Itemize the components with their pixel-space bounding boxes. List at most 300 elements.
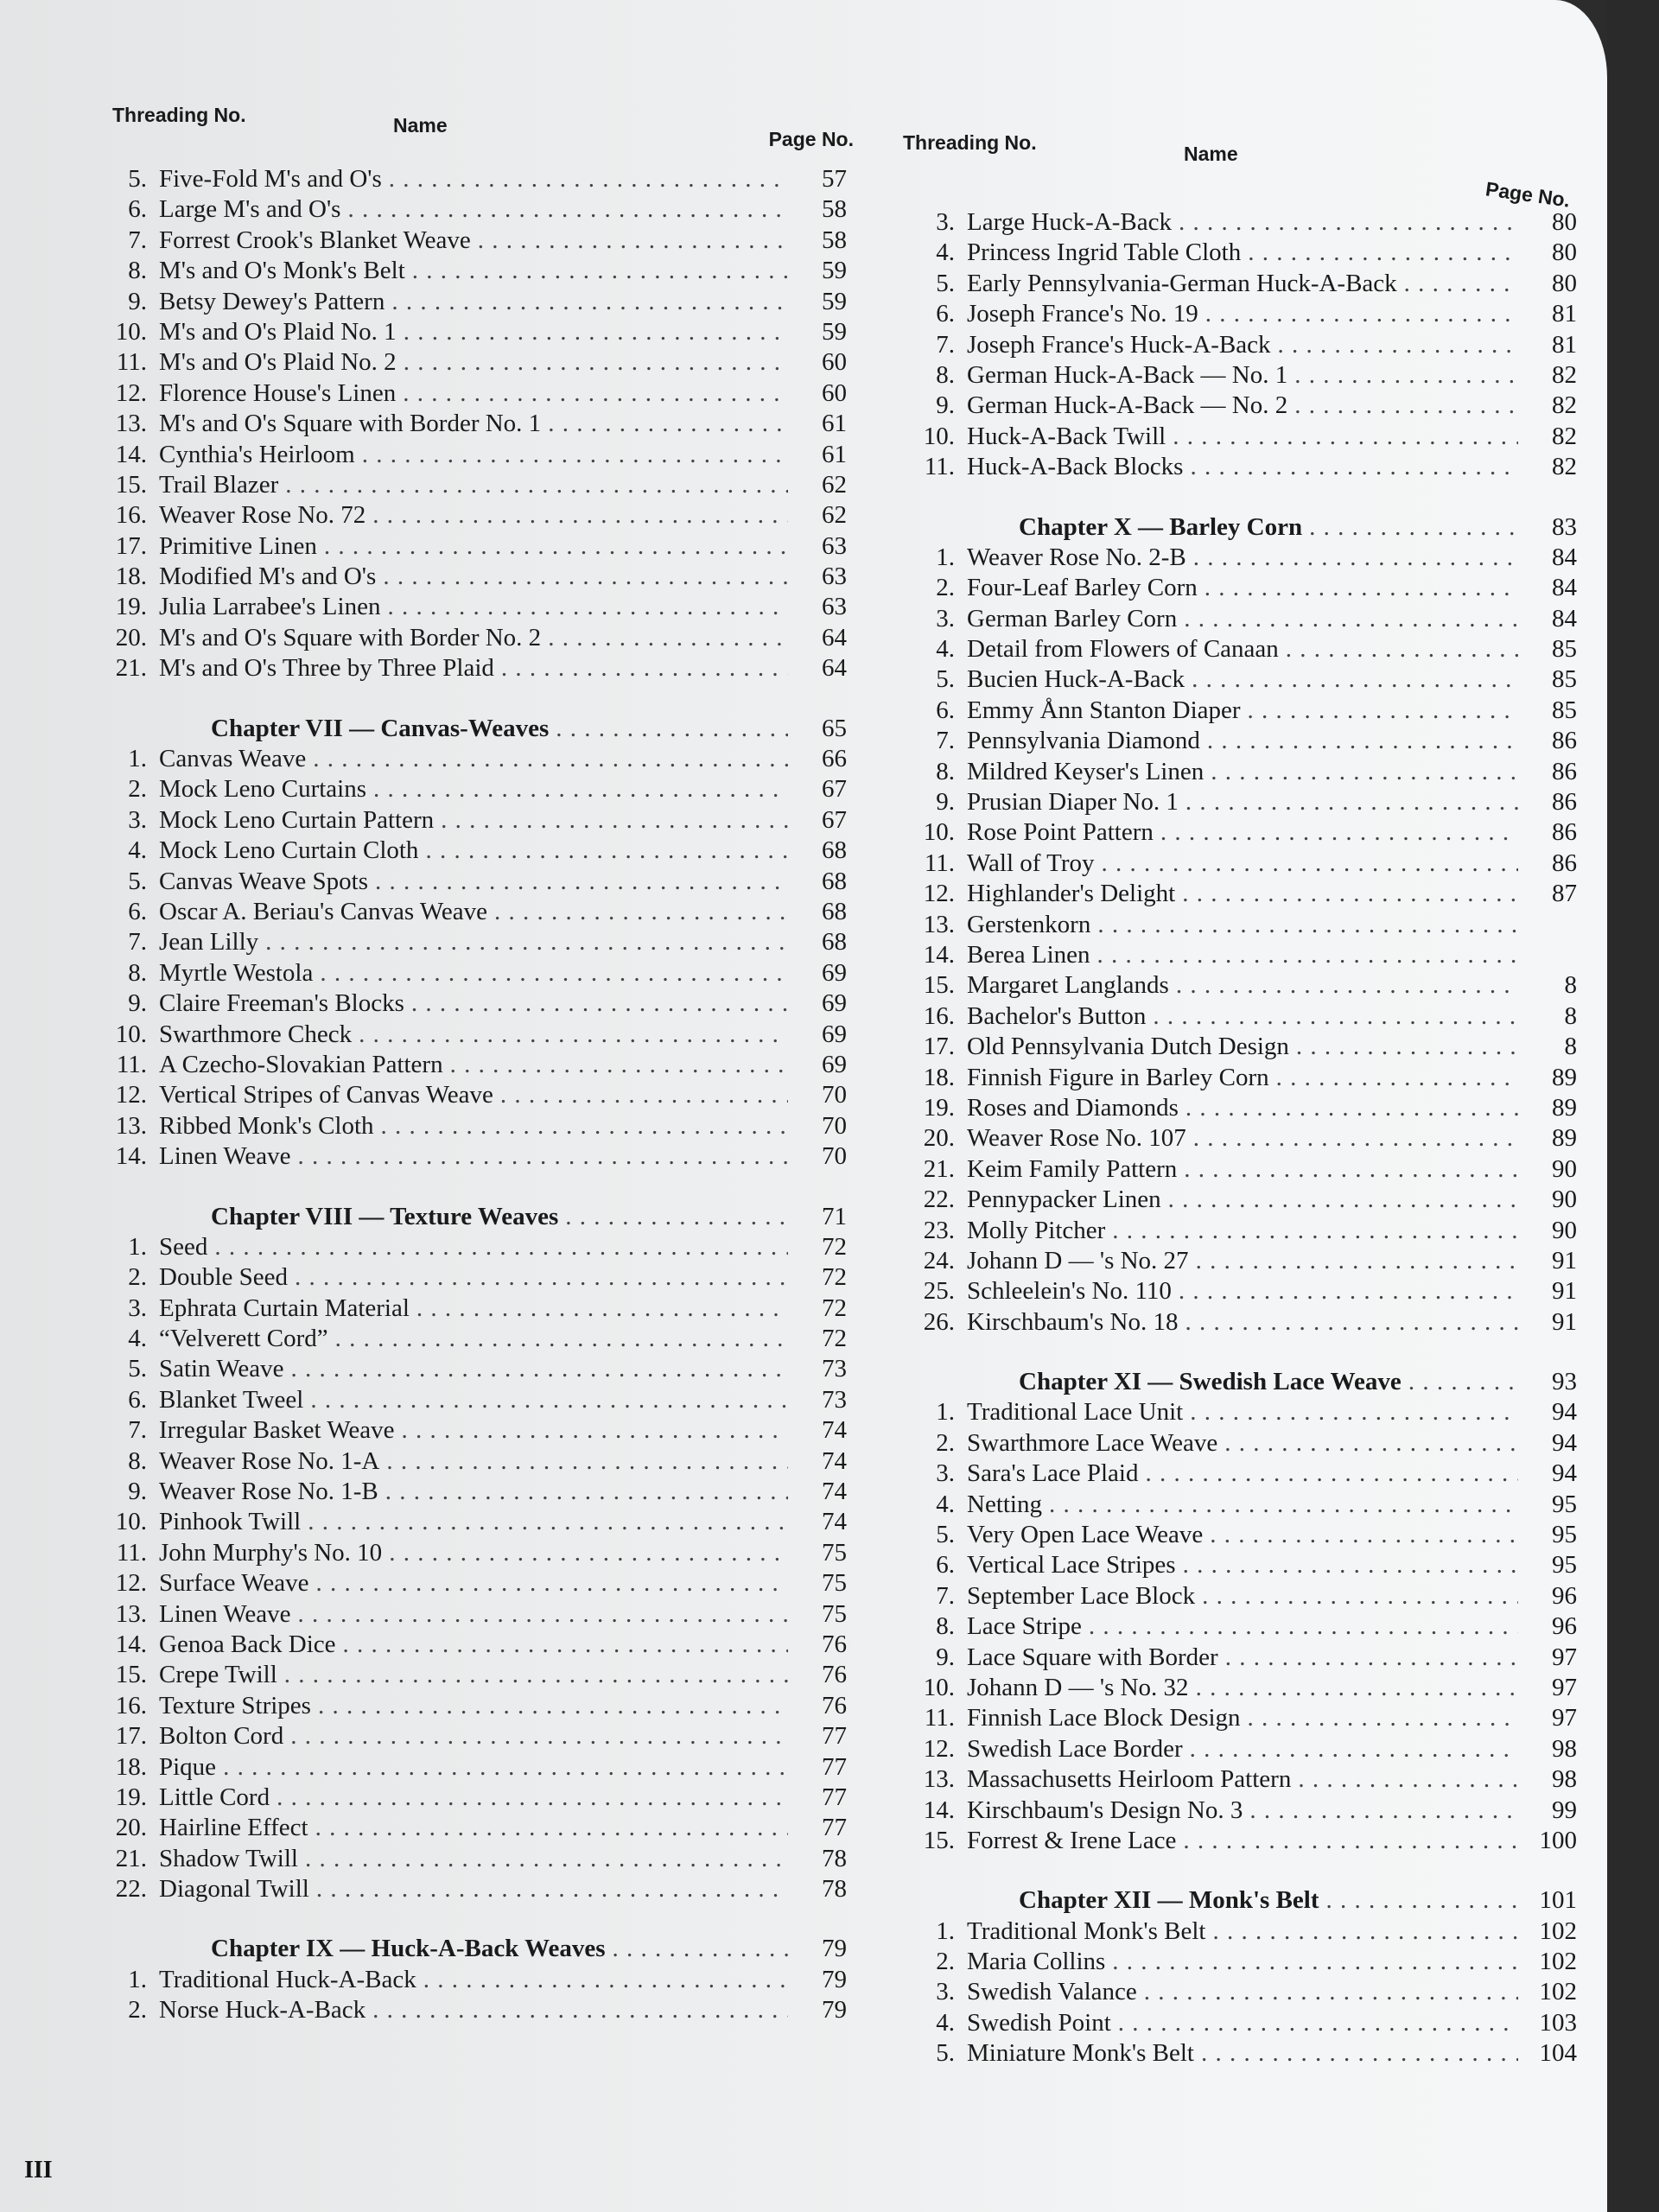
threading-number: 16. — [115, 1691, 147, 1719]
threading-number: 1. — [128, 745, 147, 773]
pattern-name: John Murphy's No. 10 — [159, 1538, 383, 1567]
pattern-name: Florence House's Linen — [159, 378, 397, 407]
threading-number: 14. — [115, 440, 147, 468]
page-number-cell: 104 — [1539, 2039, 1577, 2068]
threading-number: 18. — [115, 563, 147, 591]
chapter-heading — [86, 714, 847, 744]
name-header: Name — [1184, 143, 1238, 165]
toc-entry — [86, 1020, 847, 1050]
dot-leader — [1211, 757, 1518, 787]
toc-entry — [894, 452, 1577, 482]
threading-number: 1. — [936, 543, 955, 571]
page-number-cell: 86 — [1552, 849, 1577, 877]
column-header — [894, 104, 1577, 212]
toc-entry — [86, 958, 847, 988]
threading-number: 3. — [936, 1459, 955, 1488]
threading-number: 21. — [115, 1844, 147, 1872]
dot-leader — [315, 1568, 788, 1599]
toc-entry — [894, 269, 1577, 299]
dot-leader — [1097, 910, 1518, 940]
pattern-name: Myrtle Westola — [159, 958, 314, 987]
page-number-cell: 70 — [822, 1081, 847, 1109]
page-number-cell: 63 — [822, 531, 847, 560]
pattern-name: Five-Fold M's and O's — [159, 165, 382, 193]
pattern-name: Four-Leaf Barley Corn — [967, 574, 1198, 602]
dot-leader — [1286, 634, 1518, 664]
pattern-name: Betsy Dewey's Pattern — [159, 287, 385, 315]
threading-number: 2. — [936, 1948, 955, 1976]
toc-entry — [894, 1459, 1577, 1489]
threading-number: 14. — [115, 1630, 147, 1658]
page-number-cell: 93 — [1552, 1368, 1577, 1396]
threading-number: 8. — [936, 757, 955, 785]
page-number-cell: 81 — [1552, 300, 1577, 328]
dot-leader — [565, 1202, 788, 1232]
toc-entry — [894, 1123, 1577, 1154]
toc-entry — [86, 440, 847, 470]
threading-number: 11. — [924, 1704, 955, 1732]
pattern-name: Norse Huck-A-Back — [159, 1996, 366, 2024]
page-number-cell: 67 — [822, 805, 847, 834]
pattern-name: Traditional Lace Unit — [967, 1398, 1184, 1427]
threading-number: 19. — [115, 1783, 147, 1811]
dot-leader — [402, 1415, 789, 1446]
toc-entry — [894, 1001, 1577, 1032]
toc-entry — [894, 422, 1577, 452]
page-number-cell: 97 — [1552, 1704, 1577, 1732]
toc-entry — [86, 1324, 847, 1354]
page-number-cell: 82 — [1552, 391, 1577, 420]
threading-number: 13. — [115, 1599, 147, 1628]
page-number-cell: 86 — [1552, 818, 1577, 847]
dot-leader — [1276, 1063, 1518, 1093]
toc-entry — [86, 744, 847, 774]
threading-number: 7. — [128, 1416, 147, 1445]
dot-leader — [1160, 817, 1518, 848]
toc-entry — [86, 1538, 847, 1568]
pattern-name: Emmy Ånn Stanton Diaper — [967, 696, 1241, 724]
chapter-heading — [894, 512, 1577, 543]
pattern-name: Molly Pitcher — [967, 1216, 1106, 1244]
toc-entry — [86, 1354, 847, 1384]
dot-leader — [1097, 940, 1518, 970]
threading-number: 16. — [923, 1001, 955, 1030]
pattern-name: Early Pennsylvania-German Huck-A-Back — [967, 269, 1397, 297]
page-number-cell: 68 — [822, 836, 847, 865]
toc-entry — [86, 592, 847, 622]
toc-entry — [86, 409, 847, 439]
toc-entry — [86, 623, 847, 653]
threading-number: 8. — [128, 958, 147, 987]
pattern-name: Jean Lilly — [159, 928, 259, 957]
dot-leader — [310, 1385, 788, 1415]
toc-right-column — [894, 104, 1577, 2069]
threading-number: 2. — [128, 1263, 147, 1292]
dot-leader — [335, 1324, 788, 1354]
page-number-cell: 90 — [1552, 1216, 1577, 1244]
dot-leader — [1278, 330, 1518, 360]
dot-leader — [1190, 452, 1518, 482]
toc-entry — [86, 1507, 847, 1537]
toc-entry — [86, 317, 847, 347]
threading-number: 10. — [923, 1673, 955, 1701]
threading-number: 5. — [128, 867, 147, 895]
threading-number: 12. — [923, 1734, 955, 1763]
pattern-name: Modified M's and O's — [159, 563, 377, 591]
page-number-cell: 91 — [1552, 1246, 1577, 1274]
dot-leader — [1102, 849, 1518, 879]
page-number-cell: 73 — [822, 1355, 847, 1383]
toc-entry — [894, 1246, 1577, 1276]
threading-number: 7. — [936, 727, 955, 755]
toc-entry — [894, 543, 1577, 573]
threading-number: 3. — [128, 805, 147, 834]
threading-number: 4. — [936, 1490, 955, 1518]
toc-entry — [894, 1703, 1577, 1733]
page-number-cell: 85 — [1552, 635, 1577, 664]
dot-leader — [276, 1783, 788, 1813]
toc-entry — [86, 1630, 847, 1660]
dot-leader — [1248, 238, 1518, 268]
page-number-cell: 80 — [1552, 269, 1577, 297]
page-number-cell: 79 — [822, 1965, 847, 1993]
dot-leader — [298, 1141, 788, 1172]
toc-entry — [894, 970, 1577, 1001]
toc-entry — [894, 1673, 1577, 1703]
chapter-title: Chapter X — Barley Corn — [1019, 512, 1303, 541]
threading-number: 9. — [936, 391, 955, 420]
dot-leader — [1168, 1185, 1518, 1215]
pattern-name: Swarthmore Lace Weave — [967, 1428, 1218, 1457]
page-number-cell: 78 — [822, 1875, 847, 1904]
page-number-cell: 86 — [1552, 788, 1577, 817]
threading-number: 14. — [923, 1796, 955, 1824]
pattern-name: Schleelein's No. 110 — [967, 1277, 1172, 1306]
page-number-cell: 8 — [1564, 1001, 1577, 1030]
threading-number: 12. — [115, 1569, 147, 1598]
dot-leader — [284, 1660, 788, 1690]
page-number-cell: 73 — [822, 1385, 847, 1414]
threading-number: 19. — [923, 1093, 955, 1122]
page-number-cell: 96 — [1552, 1612, 1577, 1641]
threading-number: 2. — [936, 574, 955, 602]
page-number-cell: 74 — [822, 1416, 847, 1445]
toc-entry — [894, 1185, 1577, 1215]
toc-entry — [86, 867, 847, 897]
threading-number: 3. — [936, 208, 955, 236]
page-number-cell: 91 — [1552, 1277, 1577, 1306]
page-number-cell: 61 — [822, 440, 847, 468]
page-number-cell: 90 — [1552, 1185, 1577, 1214]
toc-entry — [86, 1783, 847, 1813]
page-number-cell: 102 — [1539, 1978, 1577, 2006]
toc-entry — [894, 1093, 1577, 1123]
pattern-name: Margaret Langlands — [967, 971, 1169, 1000]
dot-leader — [1196, 1673, 1518, 1703]
page-number-cell: 100 — [1539, 1826, 1577, 1854]
pattern-name: Gerstenkorn — [967, 910, 1091, 938]
pattern-name: Forrest Crook's Blanket Weave — [159, 226, 471, 254]
dot-leader — [391, 287, 788, 317]
threading-number: 15. — [923, 1826, 955, 1854]
threading-number: 21. — [115, 654, 147, 683]
dot-leader — [1112, 1216, 1518, 1246]
pattern-name: Pennsylvania Diamond — [967, 727, 1200, 755]
background-edge — [1607, 0, 1659, 2212]
toc-entry — [894, 1490, 1577, 1520]
threading-number: 3. — [128, 1294, 147, 1322]
page-number-cell: 8 — [1564, 1033, 1577, 1061]
toc-entry — [86, 836, 847, 866]
dot-leader — [1190, 1734, 1518, 1764]
toc-entry — [86, 927, 847, 957]
threading-number: 20. — [923, 1124, 955, 1153]
pattern-name: Blanket Tweel — [159, 1385, 304, 1414]
toc-entry — [894, 787, 1577, 817]
dot-leader — [1049, 1490, 1518, 1520]
pattern-name: Miniature Monk's Belt — [967, 2039, 1194, 2068]
toc-entry — [86, 1874, 847, 1904]
page-number-cell: 96 — [1552, 1581, 1577, 1610]
threading-number: 9. — [128, 989, 147, 1018]
dot-leader — [315, 1813, 788, 1843]
threading-number: 12. — [923, 880, 955, 908]
threading-number: 1. — [128, 1232, 147, 1261]
page-number-cell: 97 — [1552, 1673, 1577, 1701]
page-number-cell: 77 — [822, 1752, 847, 1781]
pattern-name: Finnish Lace Block Design — [967, 1704, 1241, 1732]
chapter-title: Chapter XII — Monk's Belt — [1019, 1886, 1319, 1915]
page-number-cell: 68 — [822, 867, 847, 895]
dot-leader — [387, 592, 788, 622]
dot-leader — [1296, 1032, 1518, 1062]
threading-number: 24. — [923, 1246, 955, 1274]
pattern-name: Oscar A. Beriau's Canvas Weave — [159, 897, 488, 925]
page-number-cell: 86 — [1552, 727, 1577, 755]
pattern-name: Maria Collins — [967, 1948, 1106, 1976]
pattern-name: Wall of Troy — [967, 849, 1095, 877]
pattern-name: Large M's and O's — [159, 195, 341, 224]
toc-entry — [894, 1216, 1577, 1246]
threading-number: 15. — [923, 971, 955, 1000]
threading-number: 4. — [936, 2008, 955, 2037]
pattern-name: Ribbed Monk's Cloth — [159, 1111, 374, 1140]
dot-leader — [1210, 1520, 1518, 1550]
toc-entry — [86, 1752, 847, 1783]
dot-leader — [1179, 207, 1518, 238]
threading-number: 4. — [128, 1325, 147, 1353]
toc-entry — [86, 470, 847, 500]
page-number-cell: 75 — [822, 1599, 847, 1628]
threading-number: 17. — [115, 1722, 147, 1751]
threading-number: 22. — [115, 1875, 147, 1904]
dot-leader — [1248, 696, 1518, 726]
page-number-cell: 97 — [1552, 1643, 1577, 1671]
threading-number: 7. — [936, 330, 955, 359]
pattern-name: Mock Leno Curtains — [159, 775, 367, 804]
pattern-name: Claire Freeman's Blocks — [159, 989, 404, 1018]
threading-number: 26. — [923, 1307, 955, 1336]
toc-entry — [86, 897, 847, 927]
toc-entry — [894, 1276, 1577, 1306]
chapter-title: Chapter VIII — Texture Weaves — [211, 1202, 559, 1230]
dot-leader — [389, 1538, 788, 1568]
page-number-cell: 75 — [822, 1569, 847, 1598]
threading-no-header: Threading No. — [112, 104, 246, 126]
threading-number: 11. — [116, 1050, 147, 1078]
dot-leader — [1190, 1397, 1518, 1427]
pattern-name: Traditional Monk's Belt — [967, 1916, 1206, 1945]
dot-leader — [1144, 1977, 1518, 2007]
pattern-name: Huck-A-Back Blocks — [967, 453, 1184, 481]
pattern-name: Weaver Rose No. 2-B — [967, 543, 1186, 571]
toc-entry — [894, 1307, 1577, 1338]
chapter-title: Chapter VII — Canvas-Weaves — [211, 714, 550, 742]
pattern-name: Bolton Cord — [159, 1722, 284, 1751]
dot-leader — [1193, 1123, 1518, 1154]
toc-entry — [894, 1611, 1577, 1642]
threading-number: 2. — [128, 1996, 147, 2024]
dot-leader — [1326, 1885, 1519, 1916]
pattern-name: M's and O's Monk's Belt — [159, 257, 405, 285]
page-number-cell: 62 — [822, 501, 847, 530]
page-number-cell: 69 — [822, 958, 847, 987]
pattern-name: Pinhook Twill — [159, 1508, 302, 1536]
pattern-name: M's and O's Square with Border No. 2 — [159, 623, 542, 652]
threading-number: 2. — [128, 775, 147, 804]
page-number-cell: 58 — [822, 226, 847, 254]
pattern-name: Shadow Twill — [159, 1844, 298, 1872]
toc-entry — [894, 238, 1577, 268]
threading-number: 6. — [936, 696, 955, 724]
page-number-cell: 103 — [1539, 2008, 1577, 2037]
threading-number: 10. — [115, 1020, 147, 1048]
page-number-cell: 91 — [1552, 1307, 1577, 1336]
pattern-name: Kirschbaum's Design No. 3 — [967, 1796, 1243, 1824]
pattern-name: German Barley Corn — [967, 604, 1178, 632]
page-number: III — [24, 2157, 53, 2183]
dot-leader — [318, 1691, 788, 1721]
page-number-cell: 59 — [822, 287, 847, 315]
page-number-cell: 94 — [1552, 1459, 1577, 1488]
toc-entry — [86, 1111, 847, 1141]
pattern-name: Bachelor's Button — [967, 1001, 1147, 1030]
dot-leader — [1202, 1581, 1518, 1611]
pattern-name: Old Pennsylvania Dutch Design — [967, 1033, 1289, 1061]
pattern-name: Huck-A-Back Twill — [967, 422, 1166, 450]
pattern-name: Large Huck-A-Back — [967, 208, 1172, 236]
page-number-cell: 59 — [822, 317, 847, 346]
page-number-cell: 63 — [822, 593, 847, 621]
chapter-heading — [894, 1885, 1577, 1916]
page-number-cell: 86 — [1552, 757, 1577, 785]
dot-leader — [265, 927, 788, 957]
dot-leader — [1294, 391, 1518, 421]
pattern-name: German Huck-A-Back — No. 1 — [967, 360, 1288, 389]
threading-number: 11. — [924, 849, 955, 877]
toc-entry — [894, 1154, 1577, 1185]
toc-entry — [894, 1947, 1577, 1977]
toc-entry — [894, 757, 1577, 787]
dot-leader — [1207, 726, 1518, 756]
dot-leader — [372, 500, 788, 531]
toc-entry — [86, 347, 847, 378]
page-number-cell: 76 — [822, 1691, 847, 1719]
threading-number: 14. — [115, 1142, 147, 1171]
dot-leader — [1408, 1367, 1518, 1397]
pattern-name: Detail from Flowers of Canaan — [967, 635, 1279, 664]
page-no-header: Page No. — [1484, 177, 1572, 212]
page-number-cell: 77 — [822, 1722, 847, 1751]
page-number-cell: 82 — [1552, 453, 1577, 481]
toc-entry — [86, 1568, 847, 1599]
page-number-cell: 59 — [822, 257, 847, 285]
toc-entry — [86, 1995, 847, 2025]
dot-leader — [343, 1630, 788, 1660]
page-number-cell: 87 — [1552, 880, 1577, 908]
page-number-cell: 89 — [1552, 1093, 1577, 1122]
threading-number: 5. — [936, 269, 955, 297]
page-number-cell: 69 — [822, 1020, 847, 1048]
pattern-name: Traditional Huck-A-Back — [159, 1965, 416, 1993]
dot-leader — [290, 1721, 788, 1751]
pattern-name: Pennypacker Linen — [967, 1185, 1161, 1214]
dot-leader — [1298, 1764, 1518, 1795]
pattern-name: Primitive Linen — [159, 531, 317, 560]
toc-entry — [86, 1294, 847, 1324]
dot-leader — [412, 256, 788, 286]
threading-number: 17. — [923, 1033, 955, 1061]
threading-number: 15. — [115, 1661, 147, 1689]
threading-number: 6. — [128, 195, 147, 224]
pattern-name: A Czecho-Slovakian Pattern — [159, 1050, 443, 1078]
page-number-cell: 95 — [1552, 1521, 1577, 1549]
page-number-cell: 82 — [1552, 422, 1577, 450]
dot-leader — [1224, 1428, 1518, 1459]
threading-number: 10. — [923, 422, 955, 450]
threading-no-header: Threading No. — [903, 131, 1037, 154]
dot-leader — [501, 653, 788, 683]
toc-entry — [894, 696, 1577, 726]
pattern-name: Crepe Twill — [159, 1661, 277, 1689]
page-number-cell: 95 — [1552, 1490, 1577, 1518]
threading-number: 13. — [115, 410, 147, 438]
toc-entry — [86, 1141, 847, 1172]
page-number-cell: 66 — [822, 745, 847, 773]
page-no-header: Page No. — [768, 128, 854, 150]
toc-left-column — [86, 104, 854, 2026]
pattern-name: Canvas Weave Spots — [159, 867, 368, 895]
toc-entry — [894, 910, 1577, 940]
page-number-cell: 60 — [822, 348, 847, 377]
page-number-cell: 79 — [822, 1935, 847, 1963]
threading-number: 23. — [923, 1216, 955, 1244]
page-number-cell: 70 — [822, 1111, 847, 1140]
threading-number: 10. — [115, 1508, 147, 1536]
page-number-cell: 89 — [1552, 1124, 1577, 1153]
dot-leader — [223, 1752, 788, 1783]
dot-leader — [613, 1934, 789, 1964]
pattern-name: Weaver Rose No. 107 — [967, 1124, 1186, 1153]
dot-leader — [1182, 879, 1518, 909]
toc-entry — [86, 774, 847, 804]
pattern-name: Surface Weave — [159, 1569, 309, 1598]
pattern-name: Diagonal Twill — [159, 1875, 309, 1904]
pattern-name: Forrest & Irene Lace — [967, 1826, 1177, 1854]
dot-leader — [1184, 604, 1518, 634]
threading-number: 12. — [115, 1081, 147, 1109]
pattern-name: Sara's Lace Plaid — [967, 1459, 1139, 1488]
